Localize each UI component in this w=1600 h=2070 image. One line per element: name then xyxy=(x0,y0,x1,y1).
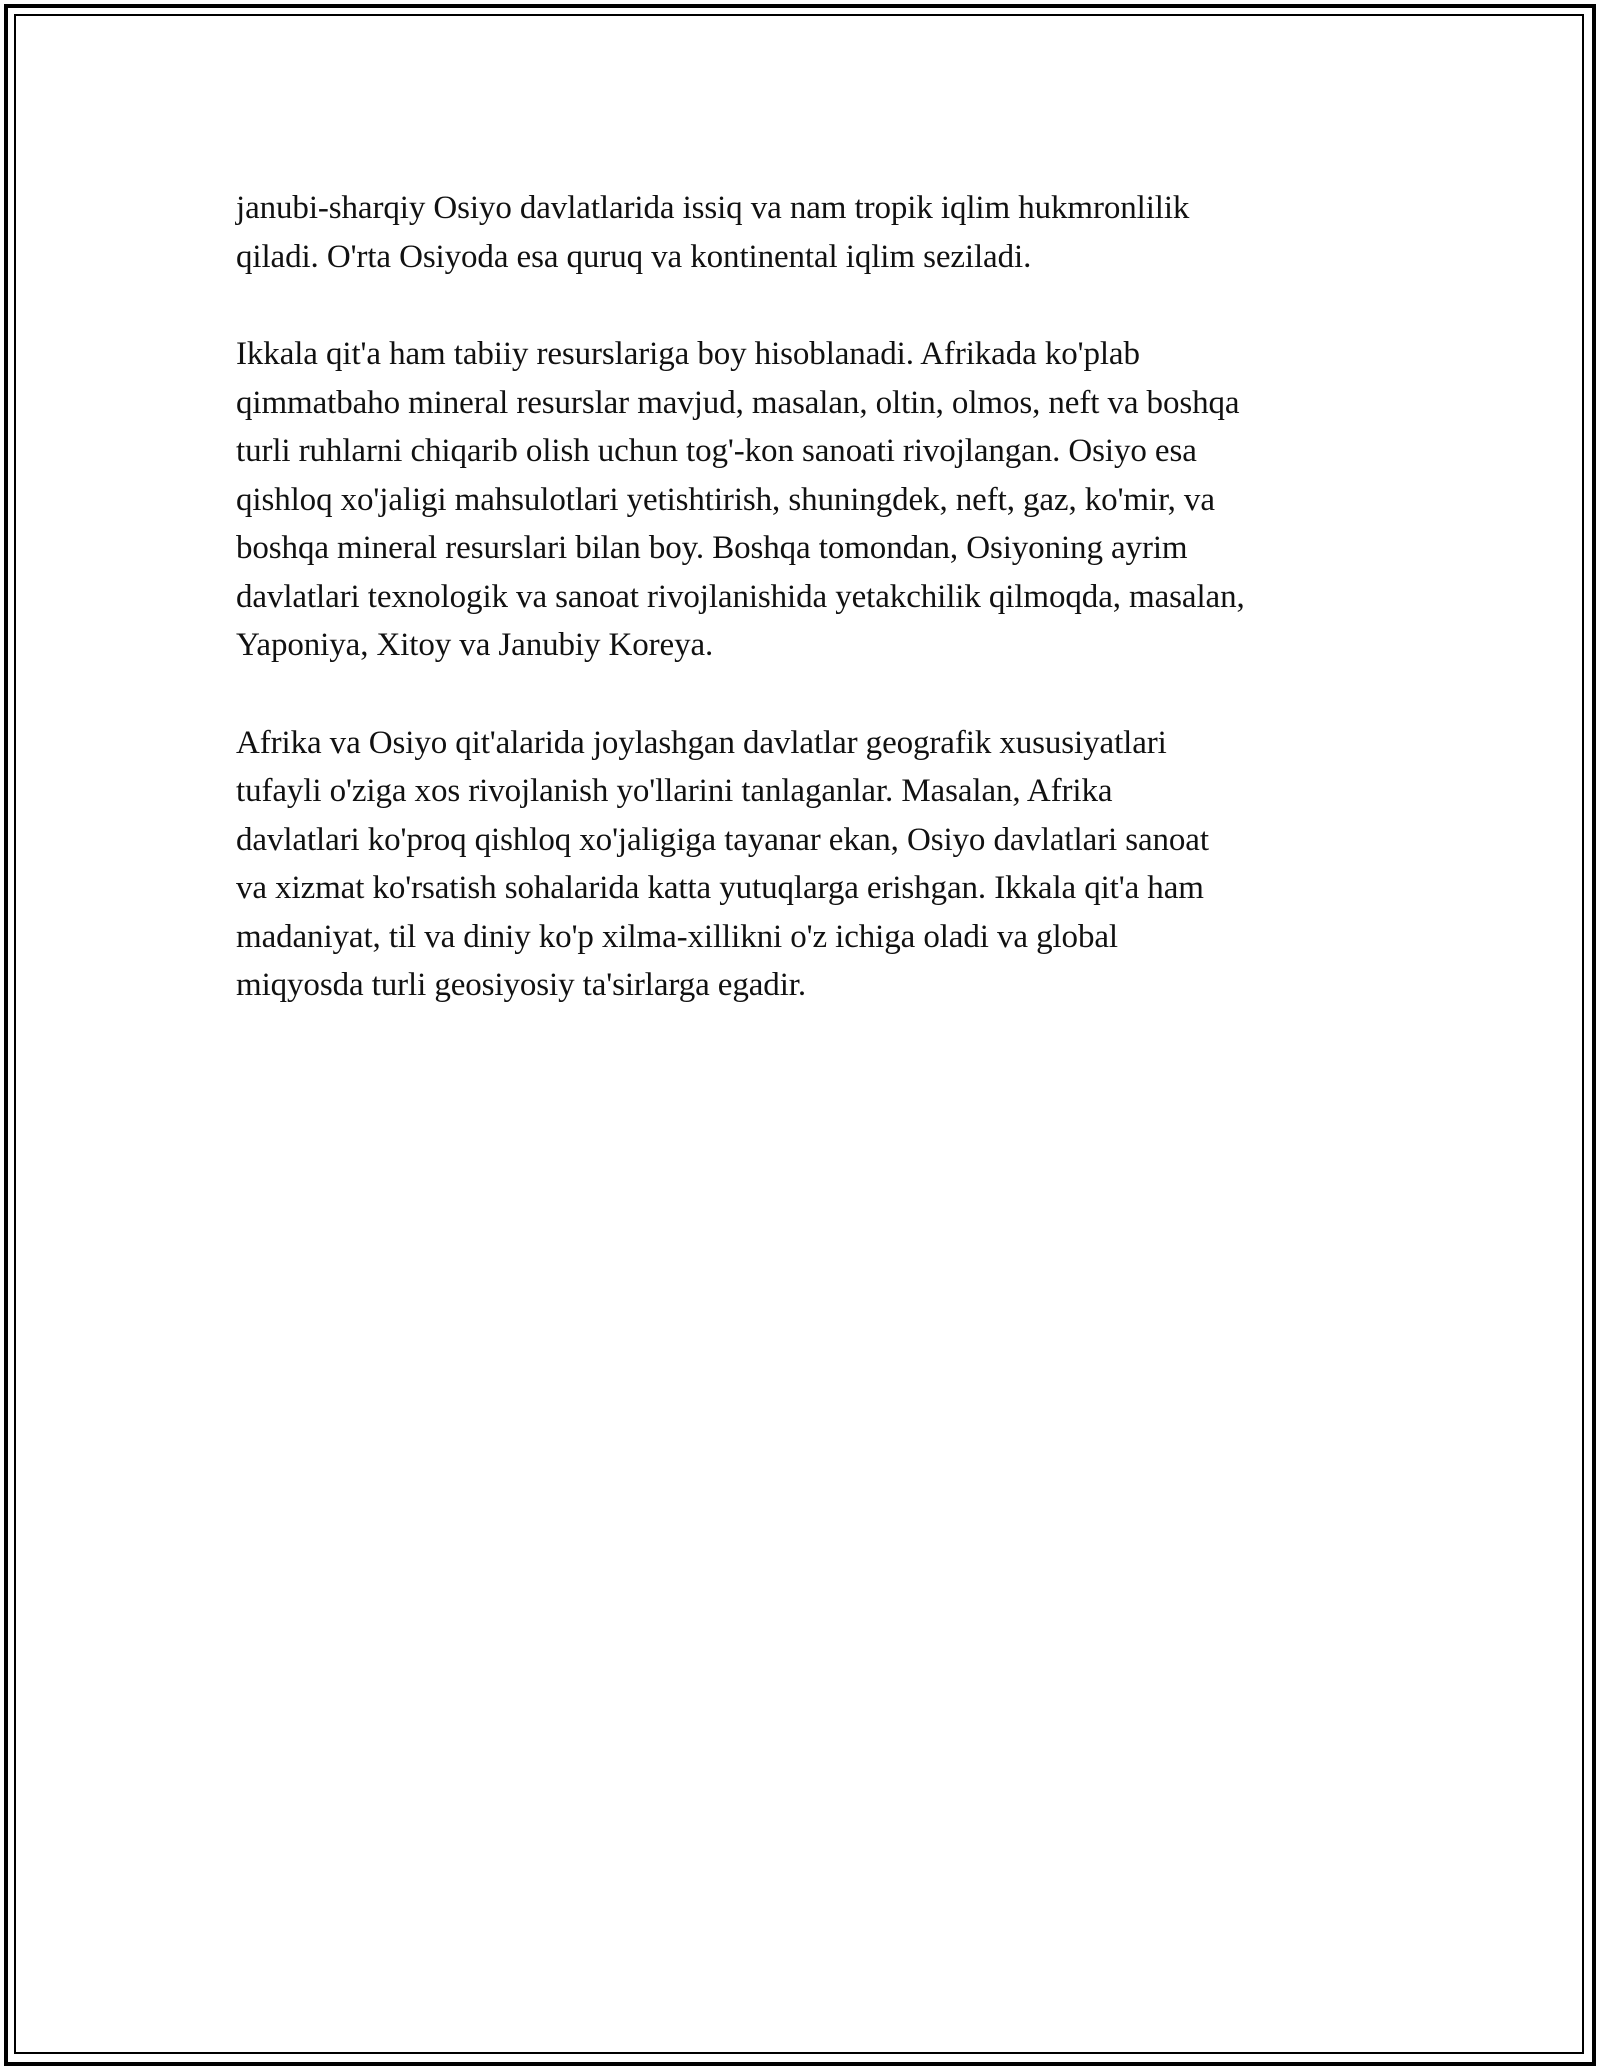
text-line: Ikkala qit'a ham tabiiy resurslariga boy hisoblanadi. Afrikada ko'plab xyxy=(236,336,1140,372)
text-line: qiladi. O'rta Osiyoda esa quruq va kontinental iqlim seziladi. xyxy=(236,238,1032,275)
text-line: janubi-sharqiy Osiyo davlatlarida issiq va nam tropik iqlim hukmronlilik xyxy=(236,190,1190,226)
text-line: tufayli o'ziga xos rivojlanish yo'llarini tanlaganlar. Masalan, Afrika xyxy=(236,773,1113,809)
paragraph-climate xyxy=(236,184,1376,281)
document-body xyxy=(236,184,1376,1010)
text-line: Afrika va Osiyo qit'alarida joylashgan davlatlar geografik xususiyatlari xyxy=(236,724,1167,761)
text-line: madaniyat, til va diniy ko'p xilma-xillikni o'z ichiga oladi va global xyxy=(236,918,1118,955)
text-line: va xizmat ko'rsatish sohalarida katta yutuqlarga erishgan. Ikkala qit'a ham xyxy=(236,870,1204,906)
paragraph-resources xyxy=(236,330,1376,670)
text-line: davlatlari ko'proq qishloq xo'jaligiga tayanar ekan, Osiyo davlatlari sanoat xyxy=(236,821,1209,858)
text-line: boshqa mineral resurslari bilan boy. Boshqa tomondan, Osiyoning ayrim xyxy=(236,530,1188,566)
paragraph-development xyxy=(236,719,1376,1010)
text-line: davlatlari texnologik va sanoat rivojlanishida yetakchilik qilmoqda, masalan, xyxy=(236,578,1245,615)
text-line: Yaponiya, Xitoy va Janubiy Koreya. xyxy=(236,627,714,663)
text-line: qimmatbaho mineral resurslar mavjud, masalan, oltin, olmos, neft va boshqa xyxy=(236,384,1240,421)
text-line: qishloq xo'jaligi mahsulotlari yetishtirish, shuningdek, neft, gaz, ko'mir, va xyxy=(236,481,1215,518)
text-line: miqyosda turli geosiyosiy ta'sirlarga egadir. xyxy=(236,967,806,1003)
text-line: turli ruhlarni chiqarib olish uchun tog'-kon sanoati rivojlangan. Osiyo esa xyxy=(236,433,1197,469)
